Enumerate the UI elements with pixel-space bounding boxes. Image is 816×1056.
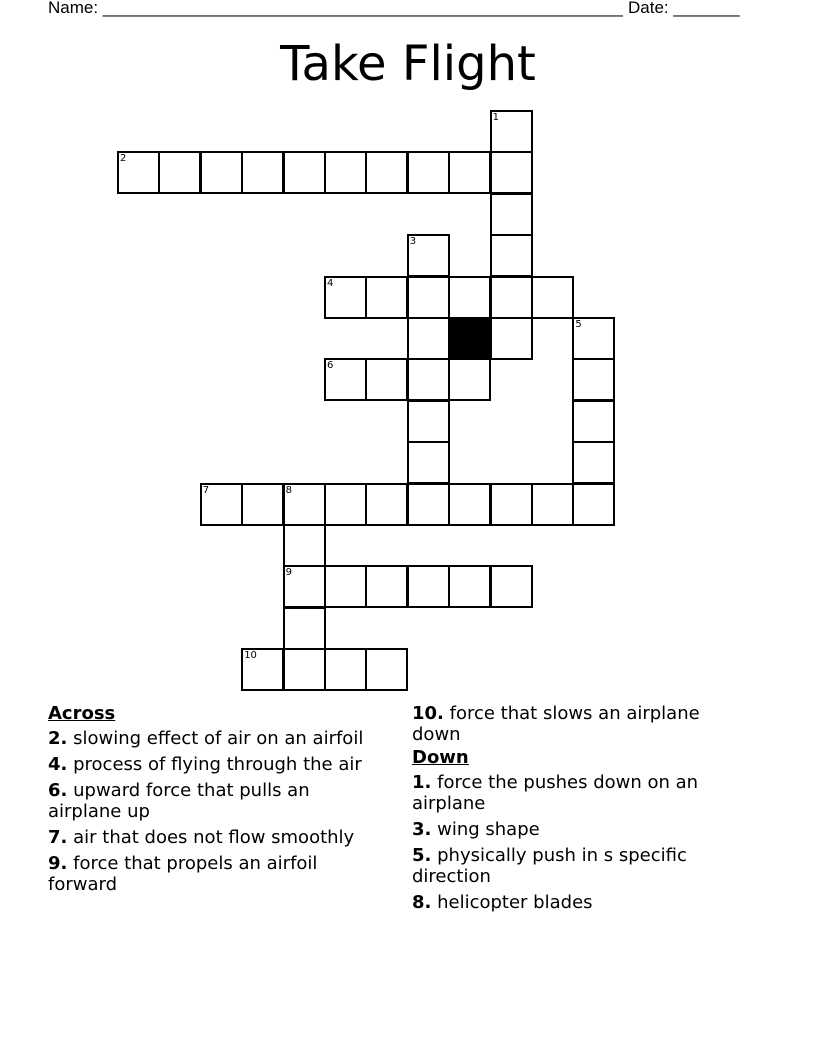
clue-down-5 (412, 845, 742, 887)
clue-number-label: 9 (285, 567, 292, 579)
clue-across-7 (48, 827, 368, 848)
clue-text: air that does not flow smoothly (73, 827, 355, 848)
clue-across-2 (48, 728, 368, 749)
clue-text: force that propels an airfoil forward (48, 853, 318, 895)
grid-cell[interactable] (531, 483, 574, 526)
clue-text: force that slows an airplane down (412, 703, 700, 745)
clue-number-label: 5 (575, 319, 582, 330)
clue-text: upward force that pulls an airplane up (48, 780, 310, 822)
grid-cell[interactable] (283, 524, 326, 567)
grid-cell[interactable] (572, 483, 615, 526)
clues-column-right (412, 703, 742, 918)
clue-number-label: 3 (409, 236, 417, 248)
grid-cell[interactable] (200, 151, 243, 194)
grid-cell[interactable] (324, 565, 367, 608)
grid-cell[interactable] (531, 276, 574, 319)
grid-cell[interactable] (490, 565, 533, 608)
clue-across-6 (48, 780, 368, 822)
grid-cell[interactable] (490, 193, 533, 236)
grid-cell[interactable] (158, 151, 201, 194)
grid-cell[interactable] (324, 151, 367, 194)
grid-cell[interactable] (324, 648, 367, 691)
page-title: Take Flight (280, 36, 536, 92)
grid-cell[interactable] (241, 648, 284, 691)
grid-cell[interactable] (490, 483, 533, 526)
clues-column-left (48, 703, 368, 900)
grid-cell[interactable] (365, 358, 408, 401)
down-heading: Down (412, 747, 469, 768)
grid-block-cell (448, 317, 491, 360)
grid-cell[interactable] (407, 400, 450, 443)
grid-cell[interactable] (490, 151, 533, 194)
clue-text: helicopter blades (437, 892, 593, 913)
clue-across-10 (412, 703, 742, 745)
clue-text: slowing effect of air on an airfoil (73, 728, 364, 749)
grid-cell[interactable] (324, 483, 367, 526)
grid-cell[interactable] (572, 358, 615, 401)
grid-cell[interactable] (365, 483, 408, 526)
clue-across-9 (48, 853, 368, 895)
grid-cell[interactable] (448, 276, 491, 319)
grid-cell[interactable] (283, 483, 326, 526)
grid-cell[interactable] (572, 400, 615, 443)
grid-cell[interactable] (283, 565, 326, 608)
grid-cell[interactable] (241, 483, 284, 526)
clue-number: 4. (48, 754, 68, 775)
grid-cell[interactable] (324, 276, 367, 319)
date-field-label: Date: _______ (628, 0, 740, 17)
grid-cell[interactable] (490, 234, 533, 277)
grid-cell[interactable] (407, 151, 450, 194)
grid-cell[interactable] (448, 565, 491, 608)
clue-number-label: 4 (327, 277, 334, 289)
clue-number: 3. (412, 819, 432, 840)
grid-cell[interactable] (407, 317, 450, 360)
clue-number-label: 10 (244, 650, 257, 662)
grid-cell[interactable] (448, 151, 491, 194)
grid-cell[interactable] (241, 151, 284, 194)
clue-text: physically push in s specific direction (412, 845, 687, 887)
grid-cell[interactable] (365, 565, 408, 608)
clue-number-label: 6 (327, 360, 334, 372)
grid-cell[interactable] (407, 358, 450, 401)
clue-number: 9. (48, 853, 68, 874)
clue-number: 6. (48, 780, 68, 801)
grid-cell[interactable] (365, 276, 408, 319)
grid-cell[interactable] (407, 276, 450, 319)
grid-cell[interactable] (324, 358, 367, 401)
grid-cell[interactable] (572, 317, 615, 360)
clue-number: 5. (412, 845, 432, 866)
clue-number: 1. (412, 772, 432, 793)
clue-text: force the pushes down on an airplane (412, 772, 699, 814)
across-heading: Across (48, 703, 116, 724)
grid-cell[interactable] (407, 483, 450, 526)
clue-number: 10. (412, 703, 444, 724)
clue-number-label: 1 (492, 112, 499, 123)
grid-cell[interactable] (283, 607, 326, 650)
grid-cell[interactable] (448, 483, 491, 526)
clue-text: process of flying through the air (73, 754, 362, 775)
grid-cell[interactable] (407, 565, 450, 608)
grid-cell[interactable] (117, 151, 160, 194)
grid-cell[interactable] (448, 358, 491, 401)
clue-text: wing shape (437, 819, 540, 840)
grid-cell[interactable] (490, 317, 533, 360)
grid-cell[interactable] (490, 110, 533, 153)
clue-down-8 (412, 892, 742, 913)
clue-down-1 (412, 772, 742, 814)
clue-number: 7. (48, 827, 68, 848)
grid-cell[interactable] (407, 234, 450, 277)
grid-cell[interactable] (200, 483, 243, 526)
clue-number-label: 7 (202, 484, 210, 496)
grid-cell[interactable] (283, 151, 326, 194)
clue-number: 2. (48, 728, 68, 749)
clue-number: 8. (412, 892, 432, 913)
clue-number-label: 2 (120, 153, 127, 165)
grid-cell[interactable] (283, 648, 326, 691)
name-field-label: Name: _______________________________________________________ (48, 0, 623, 17)
clue-number-label: 8 (285, 484, 292, 496)
grid-cell[interactable] (407, 441, 450, 484)
grid-cell[interactable] (365, 648, 408, 691)
clue-down-3 (412, 819, 742, 840)
clue-across-4 (48, 754, 368, 775)
grid-cell[interactable] (572, 441, 615, 484)
grid-cell[interactable] (365, 151, 408, 194)
grid-cell[interactable] (490, 276, 533, 319)
